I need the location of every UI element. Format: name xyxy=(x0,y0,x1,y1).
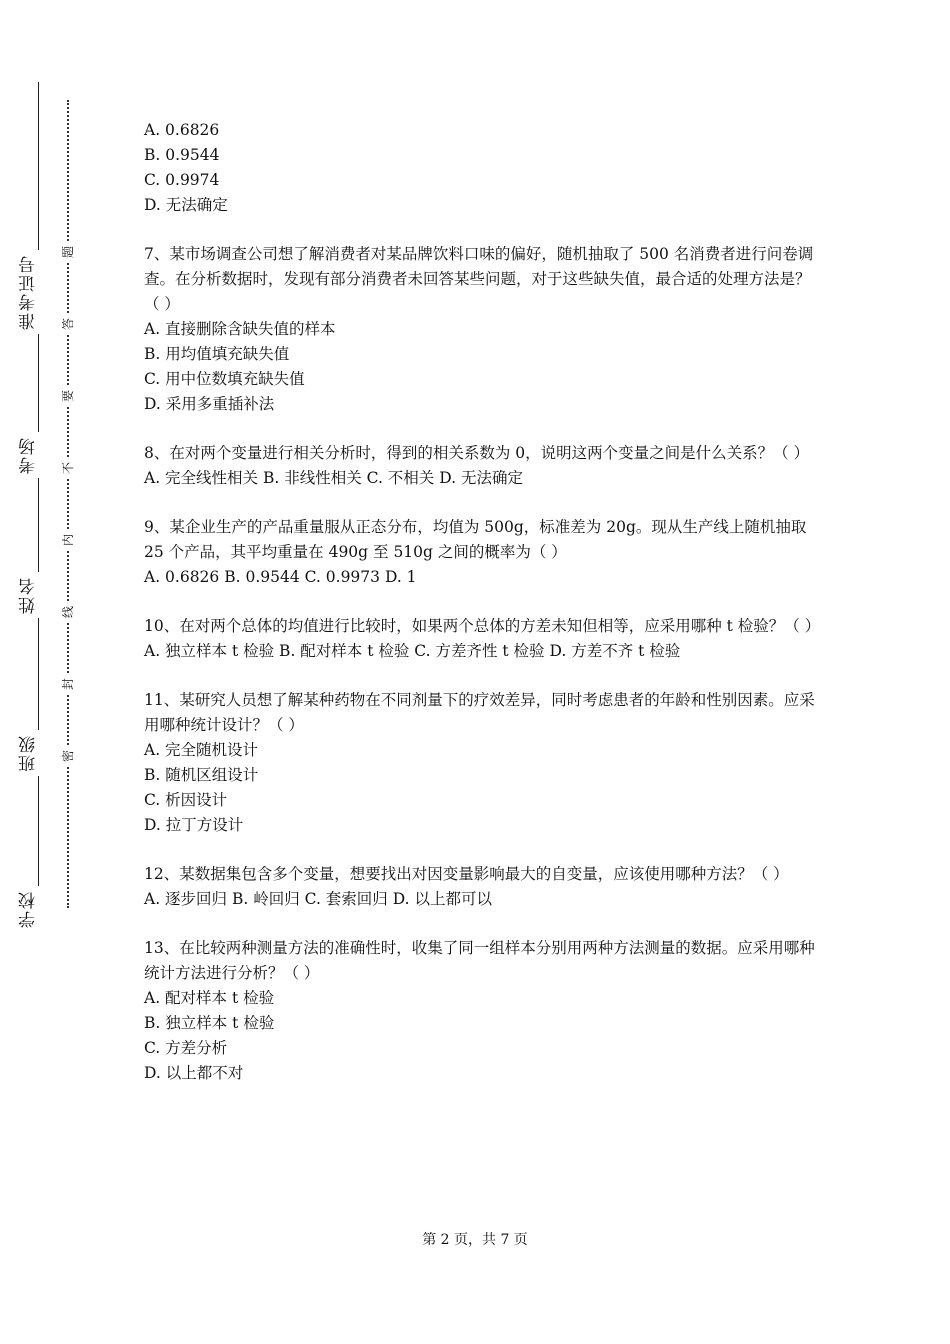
question-text: 9、某企业生产的产品重量服从正态分布，均值为 500g，标准差为 20g。现从生产线上随机抽取 25 个产品，其平均重量在 490g 至 510g 之间的概率为（ ） xyxy=(144,518,807,561)
exam-number-label: 准考证号 xyxy=(20,250,56,334)
binding-solid-line xyxy=(38,82,39,922)
seal-char-1: 题 xyxy=(59,242,77,262)
question-12 xyxy=(144,862,824,912)
option: A. 0.6826 xyxy=(144,121,220,139)
question-text: 13、在比较两种测量方法的准确性时，收集了同一组样本分别用两种方法测量的数据。应采用哪种统计方法进行分析？（ ） xyxy=(144,939,815,982)
option: B. 独立样本 t 检验 xyxy=(144,1014,275,1032)
binding-margin xyxy=(0,0,110,1344)
option: A. 直接删除含缺失值的样本 xyxy=(144,320,336,338)
option: A. 逐步回归 B. 岭回归 C. 套索回归 D. 以上都可以 xyxy=(144,890,492,908)
option: C. 0.9974 xyxy=(144,171,220,189)
option: B. 0.9544 xyxy=(144,146,220,164)
seal-char-8: 密 xyxy=(59,746,77,766)
seal-char-7: 封 xyxy=(59,674,77,694)
school-label: 学校 xyxy=(20,886,56,932)
question-text: 10、在对两个总体的均值进行比较时，如果两个总体的方差未知但相等，应采用哪种 t 检验？（ ） xyxy=(144,617,821,635)
option: D. 无法确定 xyxy=(144,196,228,214)
question-text: 7、某市场调查公司想了解消费者对某品牌饮料口味的偏好，随机抽取了 500 名消费者进行问卷调查。在分析数据时，发现有部分消费者未回答某些问题，对于这些缺失值，最合适的处理方法是？（ ） xyxy=(144,245,814,313)
option: C. 方差分析 xyxy=(144,1039,228,1057)
option: C. 析因设计 xyxy=(144,791,228,809)
option: A. 完全线性相关 B. 非线性相关 C. 不相关 D. 无法确定 xyxy=(144,469,523,487)
question-11 xyxy=(144,688,824,838)
option: C. 用中位数填充缺失值 xyxy=(144,370,305,388)
exam-content xyxy=(144,118,824,1110)
seal-char-4: 不 xyxy=(59,458,77,478)
seal-char-5: 内 xyxy=(59,530,77,550)
option: A. 完全随机设计 xyxy=(144,741,259,759)
question-8 xyxy=(144,441,824,491)
seal-char-6: 线 xyxy=(59,602,77,622)
option: A. 独立样本 t 检验 B. 配对样本 t 检验 C. 方差齐性 t 检验 D. 方差不齐 t 检验 xyxy=(144,642,681,660)
seal-char-2: 答 xyxy=(59,314,77,334)
question-text: 11、某研究人员想了解某种药物在不同剂量下的疗效差异，同时考虑患者的年龄和性别因素。应采用哪种统计设计？（ ） xyxy=(144,691,815,734)
option: A. 配对样本 t 检验 xyxy=(144,989,275,1007)
question-text: 8、在对两个变量进行相关分析时，得到的相关系数为 0，说明这两个变量之间是什么关系？（ ） xyxy=(144,444,810,462)
binding-dotted-line xyxy=(67,100,69,908)
question-6-options xyxy=(144,118,824,218)
question-10 xyxy=(144,614,824,664)
question-text: 12、某数据集包含多个变量，想要找出对因变量影响最大的自变量，应该使用哪种方法？（ ） xyxy=(144,865,789,883)
option: B. 用均值填充缺失值 xyxy=(144,345,290,363)
name-label: 姓名 xyxy=(20,572,56,618)
question-7 xyxy=(144,242,824,417)
option: A. 0.6826 B. 0.9544 C. 0.9973 D. 1 xyxy=(144,568,417,586)
option: D. 以上都不对 xyxy=(144,1064,244,1082)
class-label: 班级 xyxy=(20,730,56,776)
option: D. 采用多重插补法 xyxy=(144,395,275,413)
option: D. 拉丁方设计 xyxy=(144,816,244,834)
exam-room-label: 考场 xyxy=(20,432,56,478)
seal-char-3: 要 xyxy=(59,386,77,406)
question-9 xyxy=(144,515,824,590)
option: B. 随机区组设计 xyxy=(144,766,259,784)
page-footer: 第 2 页，共 7 页 xyxy=(422,1232,528,1248)
question-13 xyxy=(144,936,824,1086)
